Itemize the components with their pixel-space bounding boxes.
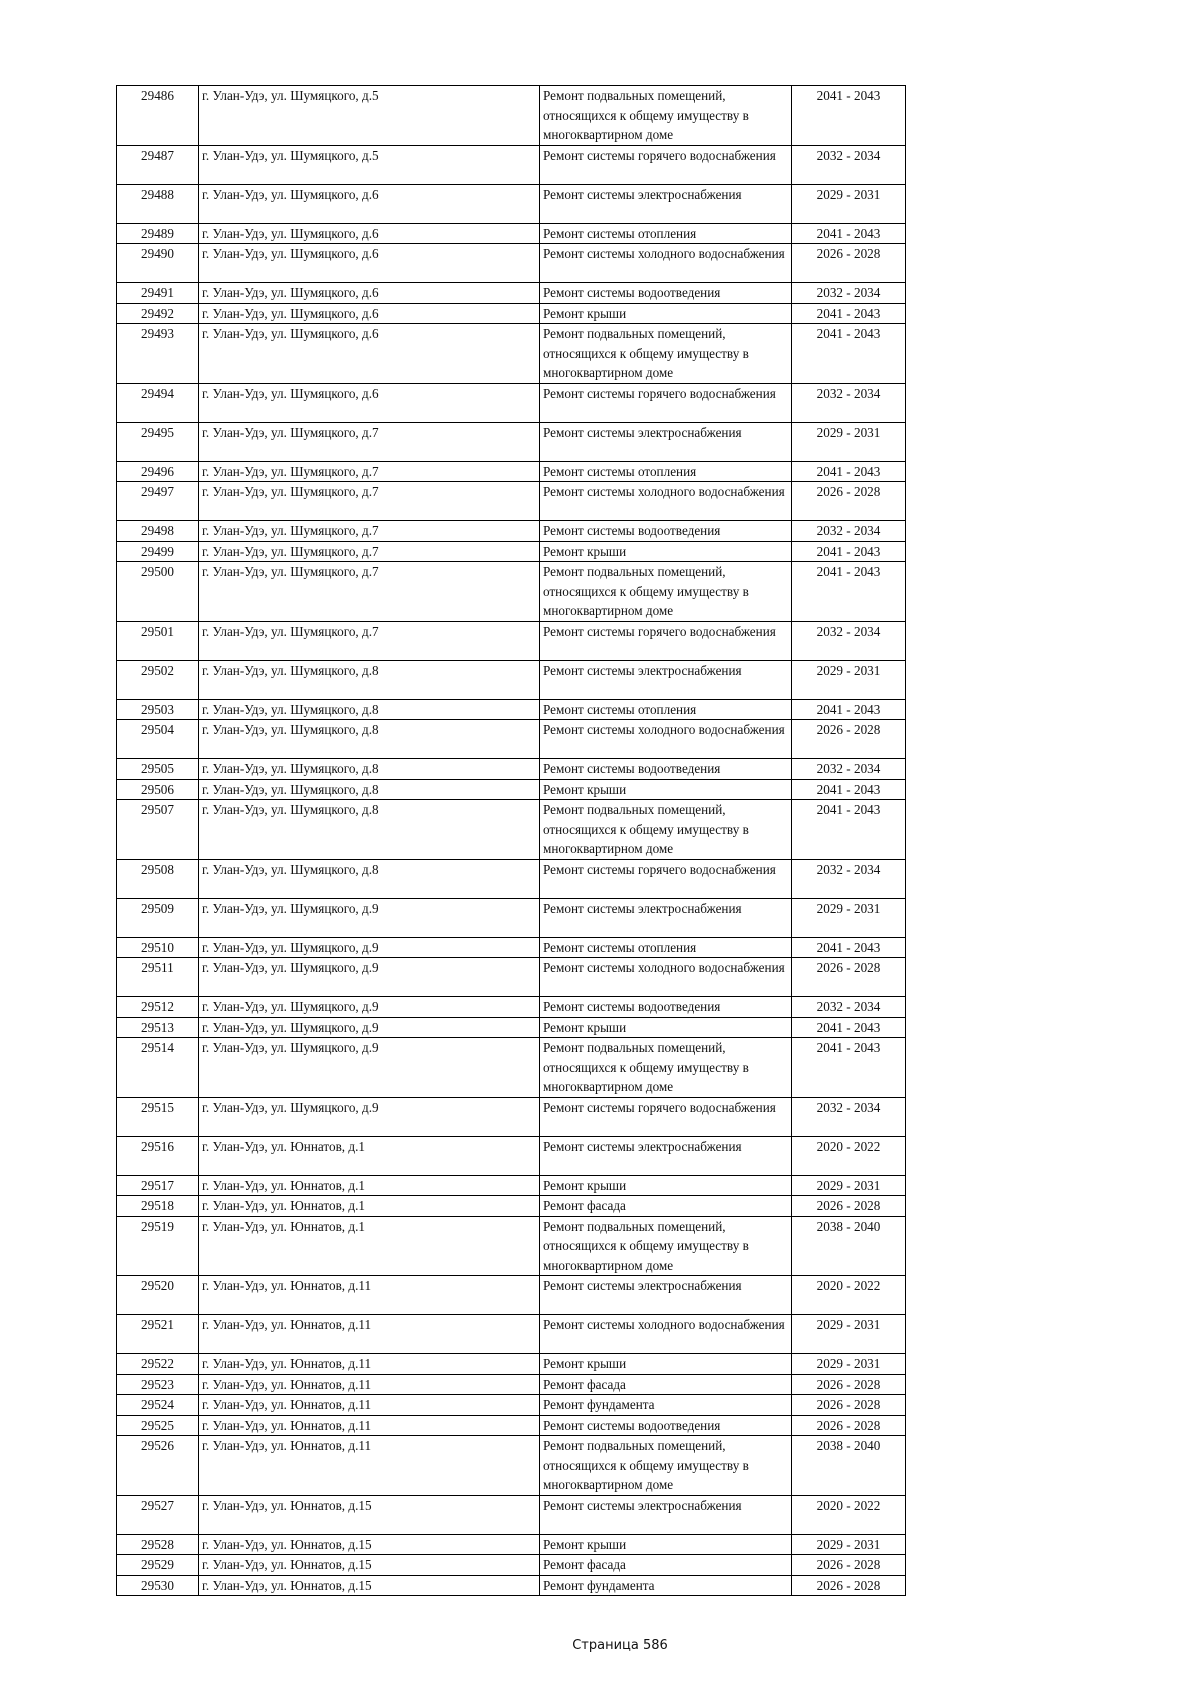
row-id-cell: 29525 bbox=[117, 1415, 199, 1436]
period-cell: 2032 - 2034 bbox=[792, 997, 906, 1018]
table-row bbox=[117, 1017, 906, 1038]
period-cell: 2041 - 2043 bbox=[792, 1038, 906, 1098]
table-row bbox=[117, 1175, 906, 1196]
period-cell: 2026 - 2028 bbox=[792, 1196, 906, 1217]
address-cell: г. Улан-Удэ, ул. Шумяцкого, д.8 bbox=[199, 859, 540, 898]
period-cell: 2032 - 2034 bbox=[792, 283, 906, 304]
work-type-cell: Ремонт подвальных помещений, относящихся к общему имуществу в многоквартирном доме bbox=[540, 1216, 792, 1276]
work-type-cell: Ремонт системы электроснабжения bbox=[540, 1136, 792, 1175]
period-cell: 2026 - 2028 bbox=[792, 1555, 906, 1576]
row-id-cell: 29498 bbox=[117, 521, 199, 542]
period-cell: 2029 - 2031 bbox=[792, 898, 906, 937]
row-id-cell: 29515 bbox=[117, 1097, 199, 1136]
row-id-cell: 29530 bbox=[117, 1575, 199, 1596]
table-row bbox=[117, 1216, 906, 1276]
table-row bbox=[117, 1395, 906, 1416]
address-cell: г. Улан-Удэ, ул. Юннатов, д.11 bbox=[199, 1354, 540, 1375]
table-row bbox=[117, 958, 906, 997]
row-id-cell: 29511 bbox=[117, 958, 199, 997]
row-id-cell: 29486 bbox=[117, 86, 199, 146]
address-cell: г. Улан-Удэ, ул. Шумяцкого, д.9 bbox=[199, 1017, 540, 1038]
work-type-cell: Ремонт крыши bbox=[540, 303, 792, 324]
table-row bbox=[117, 779, 906, 800]
table-row bbox=[117, 1495, 906, 1534]
row-id-cell: 29521 bbox=[117, 1315, 199, 1354]
address-cell: г. Улан-Удэ, ул. Юннатов, д.11 bbox=[199, 1315, 540, 1354]
table-row bbox=[117, 184, 906, 223]
address-cell: г. Улан-Удэ, ул. Юннатов, д.11 bbox=[199, 1436, 540, 1496]
work-type-cell: Ремонт системы холодного водоснабжения bbox=[540, 244, 792, 283]
work-type-cell: Ремонт системы холодного водоснабжения bbox=[540, 958, 792, 997]
address-cell: г. Улан-Удэ, ул. Шумяцкого, д.7 bbox=[199, 482, 540, 521]
address-cell: г. Улан-Удэ, ул. Шумяцкого, д.8 bbox=[199, 660, 540, 699]
address-cell: г. Улан-Удэ, ул. Шумяцкого, д.8 bbox=[199, 720, 540, 759]
table-row bbox=[117, 759, 906, 780]
table-row bbox=[117, 1196, 906, 1217]
table-row bbox=[117, 720, 906, 759]
address-cell: г. Улан-Удэ, ул. Шумяцкого, д.7 bbox=[199, 562, 540, 622]
work-type-cell: Ремонт фасада bbox=[540, 1196, 792, 1217]
period-cell: 2029 - 2031 bbox=[792, 660, 906, 699]
table-row bbox=[117, 660, 906, 699]
address-cell: г. Улан-Удэ, ул. Шумяцкого, д.6 bbox=[199, 184, 540, 223]
period-cell: 2032 - 2034 bbox=[792, 759, 906, 780]
work-type-cell: Ремонт подвальных помещений, относящихся к общему имуществу в многоквартирном доме bbox=[540, 1038, 792, 1098]
table-row bbox=[117, 145, 906, 184]
work-type-cell: Ремонт системы горячего водоснабжения bbox=[540, 621, 792, 660]
work-type-cell: Ремонт подвальных помещений, относящихся к общему имуществу в многоквартирном доме bbox=[540, 1436, 792, 1496]
row-id-cell: 29522 bbox=[117, 1354, 199, 1375]
page-number: Страница 586 bbox=[572, 1638, 668, 1653]
period-cell: 2032 - 2034 bbox=[792, 383, 906, 422]
period-cell: 2041 - 2043 bbox=[792, 86, 906, 146]
work-type-cell: Ремонт подвальных помещений, относящихся к общему имуществу в многоквартирном доме bbox=[540, 324, 792, 384]
work-type-cell: Ремонт фасада bbox=[540, 1374, 792, 1395]
period-cell: 2026 - 2028 bbox=[792, 1415, 906, 1436]
period-cell: 2029 - 2031 bbox=[792, 184, 906, 223]
work-type-cell: Ремонт системы горячего водоснабжения bbox=[540, 383, 792, 422]
table-row bbox=[117, 1575, 906, 1596]
address-cell: г. Улан-Удэ, ул. Шумяцкого, д.7 bbox=[199, 422, 540, 461]
row-id-cell: 29527 bbox=[117, 1495, 199, 1534]
work-type-cell: Ремонт системы горячего водоснабжения bbox=[540, 859, 792, 898]
address-cell: г. Улан-Удэ, ул. Юннатов, д.15 bbox=[199, 1495, 540, 1534]
period-cell: 2020 - 2022 bbox=[792, 1495, 906, 1534]
period-cell: 2041 - 2043 bbox=[792, 324, 906, 384]
row-id-cell: 29513 bbox=[117, 1017, 199, 1038]
work-type-cell: Ремонт крыши bbox=[540, 779, 792, 800]
work-type-cell: Ремонт системы водоотведения bbox=[540, 1415, 792, 1436]
row-id-cell: 29505 bbox=[117, 759, 199, 780]
row-id-cell: 29520 bbox=[117, 1276, 199, 1315]
period-cell: 2038 - 2040 bbox=[792, 1436, 906, 1496]
address-cell: г. Улан-Удэ, ул. Шумяцкого, д.8 bbox=[199, 800, 540, 860]
row-id-cell: 29507 bbox=[117, 800, 199, 860]
work-type-cell: Ремонт крыши bbox=[540, 1534, 792, 1555]
table-row bbox=[117, 461, 906, 482]
row-id-cell: 29504 bbox=[117, 720, 199, 759]
period-cell: 2038 - 2040 bbox=[792, 1216, 906, 1276]
address-cell: г. Улан-Удэ, ул. Шумяцкого, д.6 bbox=[199, 223, 540, 244]
table-row bbox=[117, 244, 906, 283]
address-cell: г. Улан-Удэ, ул. Юннатов, д.11 bbox=[199, 1374, 540, 1395]
address-cell: г. Улан-Удэ, ул. Юннатов, д.1 bbox=[199, 1216, 540, 1276]
period-cell: 2020 - 2022 bbox=[792, 1136, 906, 1175]
work-type-cell: Ремонт системы отопления bbox=[540, 223, 792, 244]
work-type-cell: Ремонт системы горячего водоснабжения bbox=[540, 1097, 792, 1136]
period-cell: 2041 - 2043 bbox=[792, 461, 906, 482]
work-type-cell: Ремонт системы отопления bbox=[540, 699, 792, 720]
period-cell: 2032 - 2034 bbox=[792, 859, 906, 898]
work-type-cell: Ремонт фасада bbox=[540, 1555, 792, 1576]
row-id-cell: 29526 bbox=[117, 1436, 199, 1496]
address-cell: г. Улан-Удэ, ул. Шумяцкого, д.6 bbox=[199, 283, 540, 304]
address-cell: г. Улан-Удэ, ул. Шумяцкого, д.5 bbox=[199, 145, 540, 184]
work-type-cell: Ремонт крыши bbox=[540, 1354, 792, 1375]
table-body bbox=[117, 86, 906, 1596]
work-type-cell: Ремонт системы водоотведения bbox=[540, 521, 792, 542]
row-id-cell: 29493 bbox=[117, 324, 199, 384]
table-row bbox=[117, 1374, 906, 1395]
work-type-cell: Ремонт системы электроснабжения bbox=[540, 422, 792, 461]
row-id-cell: 29499 bbox=[117, 541, 199, 562]
address-cell: г. Улан-Удэ, ул. Шумяцкого, д.9 bbox=[199, 1038, 540, 1098]
period-cell: 2026 - 2028 bbox=[792, 482, 906, 521]
table-row bbox=[117, 1354, 906, 1375]
address-cell: г. Улан-Удэ, ул. Шумяцкого, д.8 bbox=[199, 779, 540, 800]
work-type-cell: Ремонт подвальных помещений, относящихся к общему имуществу в многоквартирном доме bbox=[540, 562, 792, 622]
table-row bbox=[117, 997, 906, 1018]
row-id-cell: 29494 bbox=[117, 383, 199, 422]
work-type-cell: Ремонт системы электроснабжения bbox=[540, 1495, 792, 1534]
table-row bbox=[117, 324, 906, 384]
work-type-cell: Ремонт системы водоотведения bbox=[540, 283, 792, 304]
row-id-cell: 29519 bbox=[117, 1216, 199, 1276]
period-cell: 2032 - 2034 bbox=[792, 621, 906, 660]
address-cell: г. Улан-Удэ, ул. Шумяцкого, д.6 bbox=[199, 383, 540, 422]
address-cell: г. Улан-Удэ, ул. Юннатов, д.11 bbox=[199, 1276, 540, 1315]
table-row bbox=[117, 1315, 906, 1354]
row-id-cell: 29517 bbox=[117, 1175, 199, 1196]
period-cell: 2020 - 2022 bbox=[792, 1276, 906, 1315]
row-id-cell: 29495 bbox=[117, 422, 199, 461]
period-cell: 2032 - 2034 bbox=[792, 1097, 906, 1136]
work-type-cell: Ремонт системы электроснабжения bbox=[540, 184, 792, 223]
period-cell: 2026 - 2028 bbox=[792, 1575, 906, 1596]
table-row bbox=[117, 859, 906, 898]
address-cell: г. Улан-Удэ, ул. Юннатов, д.15 bbox=[199, 1575, 540, 1596]
row-id-cell: 29514 bbox=[117, 1038, 199, 1098]
work-type-cell: Ремонт системы электроснабжения bbox=[540, 1276, 792, 1315]
table-row bbox=[117, 1534, 906, 1555]
table-row bbox=[117, 898, 906, 937]
row-id-cell: 29529 bbox=[117, 1555, 199, 1576]
row-id-cell: 29488 bbox=[117, 184, 199, 223]
row-id-cell: 29512 bbox=[117, 997, 199, 1018]
row-id-cell: 29487 bbox=[117, 145, 199, 184]
work-type-cell: Ремонт подвальных помещений, относящихся к общему имуществу в многоквартирном доме bbox=[540, 86, 792, 146]
address-cell: г. Улан-Удэ, ул. Шумяцкого, д.7 bbox=[199, 541, 540, 562]
address-cell: г. Улан-Удэ, ул. Юннатов, д.1 bbox=[199, 1196, 540, 1217]
row-id-cell: 29516 bbox=[117, 1136, 199, 1175]
period-cell: 2029 - 2031 bbox=[792, 422, 906, 461]
row-id-cell: 29506 bbox=[117, 779, 199, 800]
table-row bbox=[117, 541, 906, 562]
table-row bbox=[117, 422, 906, 461]
table-row bbox=[117, 1038, 906, 1098]
address-cell: г. Улан-Удэ, ул. Шумяцкого, д.6 bbox=[199, 303, 540, 324]
address-cell: г. Улан-Удэ, ул. Шумяцкого, д.7 bbox=[199, 521, 540, 542]
period-cell: 2029 - 2031 bbox=[792, 1175, 906, 1196]
period-cell: 2041 - 2043 bbox=[792, 800, 906, 860]
row-id-cell: 29497 bbox=[117, 482, 199, 521]
period-cell: 2026 - 2028 bbox=[792, 958, 906, 997]
work-type-cell: Ремонт системы горячего водоснабжения bbox=[540, 145, 792, 184]
work-type-cell: Ремонт фундамента bbox=[540, 1575, 792, 1596]
row-id-cell: 29503 bbox=[117, 699, 199, 720]
address-cell: г. Улан-Удэ, ул. Шумяцкого, д.6 bbox=[199, 244, 540, 283]
table-row bbox=[117, 621, 906, 660]
period-cell: 2041 - 2043 bbox=[792, 699, 906, 720]
period-cell: 2041 - 2043 bbox=[792, 223, 906, 244]
table-row bbox=[117, 482, 906, 521]
address-cell: г. Улан-Удэ, ул. Шумяцкого, д.7 bbox=[199, 461, 540, 482]
table-row bbox=[117, 1136, 906, 1175]
row-id-cell: 29502 bbox=[117, 660, 199, 699]
work-type-cell: Ремонт крыши bbox=[540, 541, 792, 562]
period-cell: 2032 - 2034 bbox=[792, 145, 906, 184]
table-row bbox=[117, 223, 906, 244]
period-cell: 2026 - 2028 bbox=[792, 1374, 906, 1395]
address-cell: г. Улан-Удэ, ул. Шумяцкого, д.6 bbox=[199, 324, 540, 384]
row-id-cell: 29509 bbox=[117, 898, 199, 937]
address-cell: г. Улан-Удэ, ул. Шумяцкого, д.9 bbox=[199, 997, 540, 1018]
address-cell: г. Улан-Удэ, ул. Шумяцкого, д.9 bbox=[199, 958, 540, 997]
address-cell: г. Улан-Удэ, ул. Юннатов, д.11 bbox=[199, 1395, 540, 1416]
period-cell: 2041 - 2043 bbox=[792, 937, 906, 958]
row-id-cell: 29510 bbox=[117, 937, 199, 958]
work-type-cell: Ремонт системы водоотведения bbox=[540, 997, 792, 1018]
table-row bbox=[117, 800, 906, 860]
address-cell: г. Улан-Удэ, ул. Юннатов, д.15 bbox=[199, 1534, 540, 1555]
period-cell: 2029 - 2031 bbox=[792, 1315, 906, 1354]
table-row bbox=[117, 1097, 906, 1136]
table-row bbox=[117, 383, 906, 422]
work-type-cell: Ремонт системы отопления bbox=[540, 461, 792, 482]
period-cell: 2032 - 2034 bbox=[792, 521, 906, 542]
address-cell: г. Улан-Удэ, ул. Юннатов, д.15 bbox=[199, 1555, 540, 1576]
address-cell: г. Улан-Удэ, ул. Шумяцкого, д.9 bbox=[199, 937, 540, 958]
table-row bbox=[117, 699, 906, 720]
table-row bbox=[117, 86, 906, 146]
row-id-cell: 29489 bbox=[117, 223, 199, 244]
row-id-cell: 29523 bbox=[117, 1374, 199, 1395]
address-cell: г. Улан-Удэ, ул. Шумяцкого, д.8 bbox=[199, 759, 540, 780]
row-id-cell: 29491 bbox=[117, 283, 199, 304]
row-id-cell: 29501 bbox=[117, 621, 199, 660]
period-cell: 2026 - 2028 bbox=[792, 1395, 906, 1416]
row-id-cell: 29492 bbox=[117, 303, 199, 324]
work-type-cell: Ремонт системы отопления bbox=[540, 937, 792, 958]
table-row bbox=[117, 1555, 906, 1576]
address-cell: г. Улан-Удэ, ул. Шумяцкого, д.7 bbox=[199, 621, 540, 660]
work-type-cell: Ремонт системы холодного водоснабжения bbox=[540, 720, 792, 759]
period-cell: 2041 - 2043 bbox=[792, 303, 906, 324]
row-id-cell: 29496 bbox=[117, 461, 199, 482]
period-cell: 2026 - 2028 bbox=[792, 244, 906, 283]
period-cell: 2041 - 2043 bbox=[792, 562, 906, 622]
table-row bbox=[117, 1276, 906, 1315]
work-type-cell: Ремонт крыши bbox=[540, 1175, 792, 1196]
row-id-cell: 29528 bbox=[117, 1534, 199, 1555]
table-row bbox=[117, 937, 906, 958]
work-type-cell: Ремонт системы холодного водоснабжения bbox=[540, 482, 792, 521]
work-type-cell: Ремонт системы электроснабжения bbox=[540, 898, 792, 937]
row-id-cell: 29518 bbox=[117, 1196, 199, 1217]
work-type-cell: Ремонт системы электроснабжения bbox=[540, 660, 792, 699]
address-cell: г. Улан-Удэ, ул. Юннатов, д.1 bbox=[199, 1175, 540, 1196]
address-cell: г. Улан-Удэ, ул. Шумяцкого, д.9 bbox=[199, 1097, 540, 1136]
period-cell: 2029 - 2031 bbox=[792, 1354, 906, 1375]
period-cell: 2041 - 2043 bbox=[792, 1017, 906, 1038]
work-type-cell: Ремонт системы водоотведения bbox=[540, 759, 792, 780]
row-id-cell: 29508 bbox=[117, 859, 199, 898]
period-cell: 2026 - 2028 bbox=[792, 720, 906, 759]
work-type-cell: Ремонт фундамента bbox=[540, 1395, 792, 1416]
period-cell: 2041 - 2043 bbox=[792, 541, 906, 562]
row-id-cell: 29500 bbox=[117, 562, 199, 622]
row-id-cell: 29490 bbox=[117, 244, 199, 283]
address-cell: г. Улан-Удэ, ул. Юннатов, д.1 bbox=[199, 1136, 540, 1175]
address-cell: г. Улан-Удэ, ул. Шумяцкого, д.9 bbox=[199, 898, 540, 937]
table-row bbox=[117, 521, 906, 542]
address-cell: г. Улан-Удэ, ул. Шумяцкого, д.5 bbox=[199, 86, 540, 146]
address-cell: г. Улан-Удэ, ул. Юннатов, д.11 bbox=[199, 1415, 540, 1436]
table-row bbox=[117, 1436, 906, 1496]
table-row bbox=[117, 283, 906, 304]
table-row bbox=[117, 303, 906, 324]
work-type-cell: Ремонт крыши bbox=[540, 1017, 792, 1038]
address-cell: г. Улан-Удэ, ул. Шумяцкого, д.8 bbox=[199, 699, 540, 720]
period-cell: 2041 - 2043 bbox=[792, 779, 906, 800]
table-row bbox=[117, 1415, 906, 1436]
period-cell: 2029 - 2031 bbox=[792, 1534, 906, 1555]
row-id-cell: 29524 bbox=[117, 1395, 199, 1416]
table-row bbox=[117, 562, 906, 622]
work-type-cell: Ремонт подвальных помещений, относящихся к общему имуществу в многоквартирном доме bbox=[540, 800, 792, 860]
work-type-cell: Ремонт системы холодного водоснабжения bbox=[540, 1315, 792, 1354]
repair-schedule-table bbox=[116, 85, 906, 1596]
